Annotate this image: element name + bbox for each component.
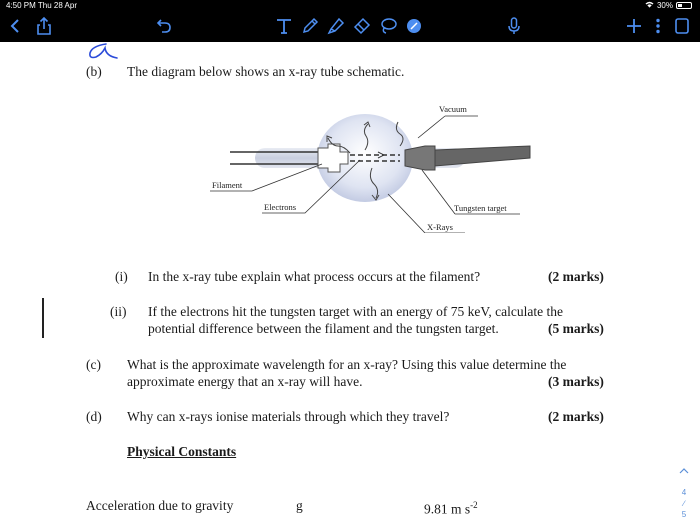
q-ii-label: (ii) bbox=[110, 304, 127, 319]
constant-symbol: g bbox=[296, 498, 303, 513]
q-c-label: (c) bbox=[86, 357, 101, 372]
document-page[interactable] bbox=[0, 42, 700, 525]
constants-heading: Physical Constants bbox=[127, 444, 237, 459]
status-indicators bbox=[645, 1, 692, 10]
margin-mark bbox=[42, 298, 44, 338]
label-tungsten-target: Tungsten target bbox=[454, 203, 507, 213]
chevron-left-icon[interactable] bbox=[6, 16, 26, 36]
text-tool-icon[interactable] bbox=[274, 16, 294, 36]
constant-value-base: 9.81 m s bbox=[424, 501, 471, 517]
page-up-icon[interactable] bbox=[676, 466, 692, 477]
q-d-marks: (2 marks) bbox=[548, 409, 604, 424]
lasso-icon[interactable] bbox=[378, 16, 398, 36]
q-c-line1: What is the approximate wavelength for an x-ray? Using this value determine the bbox=[127, 357, 567, 372]
page-total: 5 bbox=[681, 510, 687, 519]
q-d-text: Why can x-rays ionise materials through which they travel? bbox=[127, 409, 450, 424]
constant-value bbox=[424, 497, 478, 518]
microphone-icon[interactable] bbox=[504, 16, 524, 36]
pen-icon[interactable] bbox=[300, 16, 320, 36]
battery-percent: 30% bbox=[656, 1, 673, 10]
page-navigator bbox=[676, 466, 692, 525]
constant-name: Acceleration due to gravity bbox=[86, 498, 234, 513]
top-bar bbox=[0, 0, 700, 42]
q-c-marks: (3 marks) bbox=[548, 374, 604, 389]
q-d-label: (d) bbox=[86, 409, 102, 424]
more-icon[interactable] bbox=[648, 16, 668, 36]
eraser-icon[interactable] bbox=[352, 16, 372, 36]
q-i-marks: (2 marks) bbox=[548, 269, 604, 284]
share-icon[interactable] bbox=[34, 16, 54, 36]
highlighter-icon[interactable] bbox=[326, 16, 346, 36]
q-i-text: In the x-ray tube explain what process occurs at the filament? bbox=[148, 269, 481, 284]
constant-value-exponent: -2 bbox=[470, 500, 478, 510]
label-vacuum: Vacuum bbox=[439, 104, 467, 114]
battery-icon bbox=[676, 2, 692, 9]
undo-icon[interactable] bbox=[154, 16, 174, 36]
wifi-icon bbox=[645, 1, 654, 10]
color-picker-icon[interactable] bbox=[404, 16, 424, 36]
handwritten-mark bbox=[84, 42, 124, 64]
q-i-label: (i) bbox=[115, 269, 128, 284]
status-time: 4:50 PM Thu 28 Apr bbox=[6, 1, 78, 10]
label-xrays: X-Rays bbox=[427, 222, 453, 232]
label-filament: Filament bbox=[212, 180, 243, 190]
part-b-label: (b) bbox=[86, 64, 102, 79]
q-ii-line2: potential difference between the filament and the tungsten target. bbox=[148, 321, 499, 336]
xray-tube-diagram bbox=[200, 98, 540, 233]
page-icon[interactable] bbox=[672, 16, 692, 36]
page-separator: ∕ bbox=[683, 499, 685, 508]
page-current: 4 bbox=[681, 488, 687, 497]
q-ii-line1: If the electrons hit the tungsten target with an energy of 75 keV, calculate the bbox=[148, 304, 563, 319]
part-b-text: The diagram below shows an x-ray tube schematic. bbox=[127, 64, 405, 79]
q-c-line2: approximate energy that an x-ray will have. bbox=[127, 374, 363, 389]
label-electrons: Electrons bbox=[264, 202, 297, 212]
plus-icon[interactable] bbox=[624, 16, 644, 36]
q-ii-marks: (5 marks) bbox=[548, 321, 604, 336]
